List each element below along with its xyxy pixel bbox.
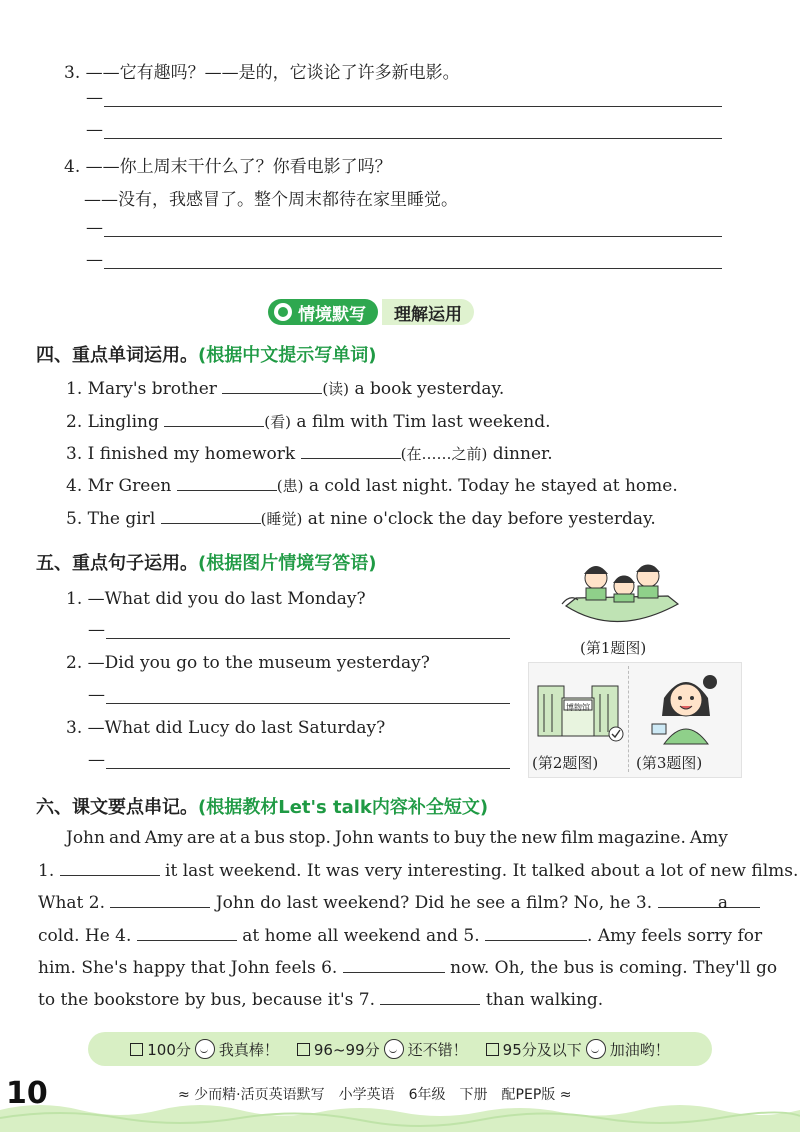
q3-prompt: 3. ——它有趣吗？——是的，它谈论了许多新电影。 [64,63,460,83]
boat-illustration [556,556,688,638]
blank[interactable] [222,379,322,394]
dash: — [86,88,103,108]
checkbox-icon[interactable] [130,1043,143,1056]
caption-1: (第1题图) [580,639,647,657]
blank-3[interactable] [658,893,760,908]
blank[interactable] [301,444,401,459]
passage-line-6: to the bookstore by bus, because it's 7. than walking. [38,990,604,1010]
smile-face-icon [195,1039,215,1059]
sec4-item-5: 5. The girl (睡觉) at nine o'clock the day before yesterday. [66,509,656,529]
sec4-item-1: 1. Mary's brother (读) a book yesterday. [66,379,505,399]
section5-title: 五、重点句子运用。(根据图片情境写答语) [36,553,377,574]
dash: — [86,250,103,270]
caption-2: (第2题图) [532,754,599,772]
smile-face-icon [586,1039,606,1059]
answer-line[interactable] [106,638,510,639]
sec5-item-1: 1. —What did you do last Monday? [66,589,366,609]
answer-line[interactable] [106,768,510,769]
blank-2[interactable] [110,893,210,908]
page-number: 10 [6,1076,48,1111]
section4-title: 四、重点单词运用。(根据中文提示写单词) [36,345,377,366]
blank[interactable] [164,412,264,427]
blank-5[interactable] [485,926,587,941]
passage-line-4: cold. He 4. at home all weekend and 5. . Amy feels sorry for [38,926,763,946]
sec4-item-2: 2. Lingling (看) a film with Tim last weekend. [66,412,551,432]
q4-prompt-line2: ——没有，我感冒了。整个周末都待在家里睡觉。 [84,190,458,210]
dash: — [88,620,105,640]
banner-left: 情境默写 [268,299,378,325]
passage-line-3: What 2. John do last weekend? Did he see a film? No, he 3. a [38,893,728,913]
score-item-1: 100分 我真棒！ [130,1039,279,1060]
caption-3: (第3题图) [636,754,703,772]
blank-6[interactable] [343,958,445,973]
passage-line-1: John and Amy are at a bus stop. John wants to buy the new film magazine. Amy [66,828,728,848]
checkbox-icon[interactable] [297,1043,310,1056]
sec4-item-4: 4. Mr Green (患) a cold last night. Today he stayed at home. [66,476,678,496]
blank-4[interactable] [137,926,237,941]
footer-text: ≈ 少而精·活页英语默写 小学英语 6年级 下册 配PEP版 ≈ [178,1087,572,1103]
divider [628,666,629,772]
sec5-item-3: 3. —What did Lucy do last Saturday? [66,718,386,738]
blank-7[interactable] [380,990,480,1005]
blank[interactable] [161,509,261,524]
dash: — [88,685,105,705]
girl-illustration [640,668,732,748]
dash: — [86,218,103,238]
checkbox-icon[interactable] [486,1043,499,1056]
q4-prompt: 4. ——你上周末干什么了？你看电影了吗？ [64,157,392,177]
passage-line-5: him. She's happy that John feels 6. now. Oh, the bus is coming. They'll go [38,958,778,978]
banner-right: 理解运用 [382,299,474,325]
dash: — [86,120,103,140]
blank[interactable] [177,476,277,491]
badge-icon [274,303,292,321]
score-item-2: 96~99分 还不错！ [297,1039,468,1060]
answer-line[interactable] [104,138,722,139]
answer-line[interactable] [106,703,510,704]
answer-line[interactable] [104,268,722,269]
sec4-item-3: 3. I finished my homework (在……之前) dinner. [66,444,553,464]
sec5-item-2: 2. —Did you go to the museum yesterday? [66,653,430,673]
score-bar [88,1032,712,1066]
passage-line-2: 1. it last weekend. It was very interesting. It talked about a lot of new films. [38,861,799,881]
museum-sign: 博物馆 [566,703,590,712]
smile-face-icon [384,1039,404,1059]
section6-title: 六、课文要点串记。(根据教材Let's talk内容补全短文) [36,797,489,818]
score-item-3: 95分及以下 加油哟！ [486,1039,670,1060]
blank-1[interactable] [60,861,160,876]
answer-line[interactable] [104,236,722,237]
answer-line[interactable] [104,106,722,107]
footer-wave [0,1100,800,1132]
section-banner [268,298,474,326]
dash: — [88,750,105,770]
